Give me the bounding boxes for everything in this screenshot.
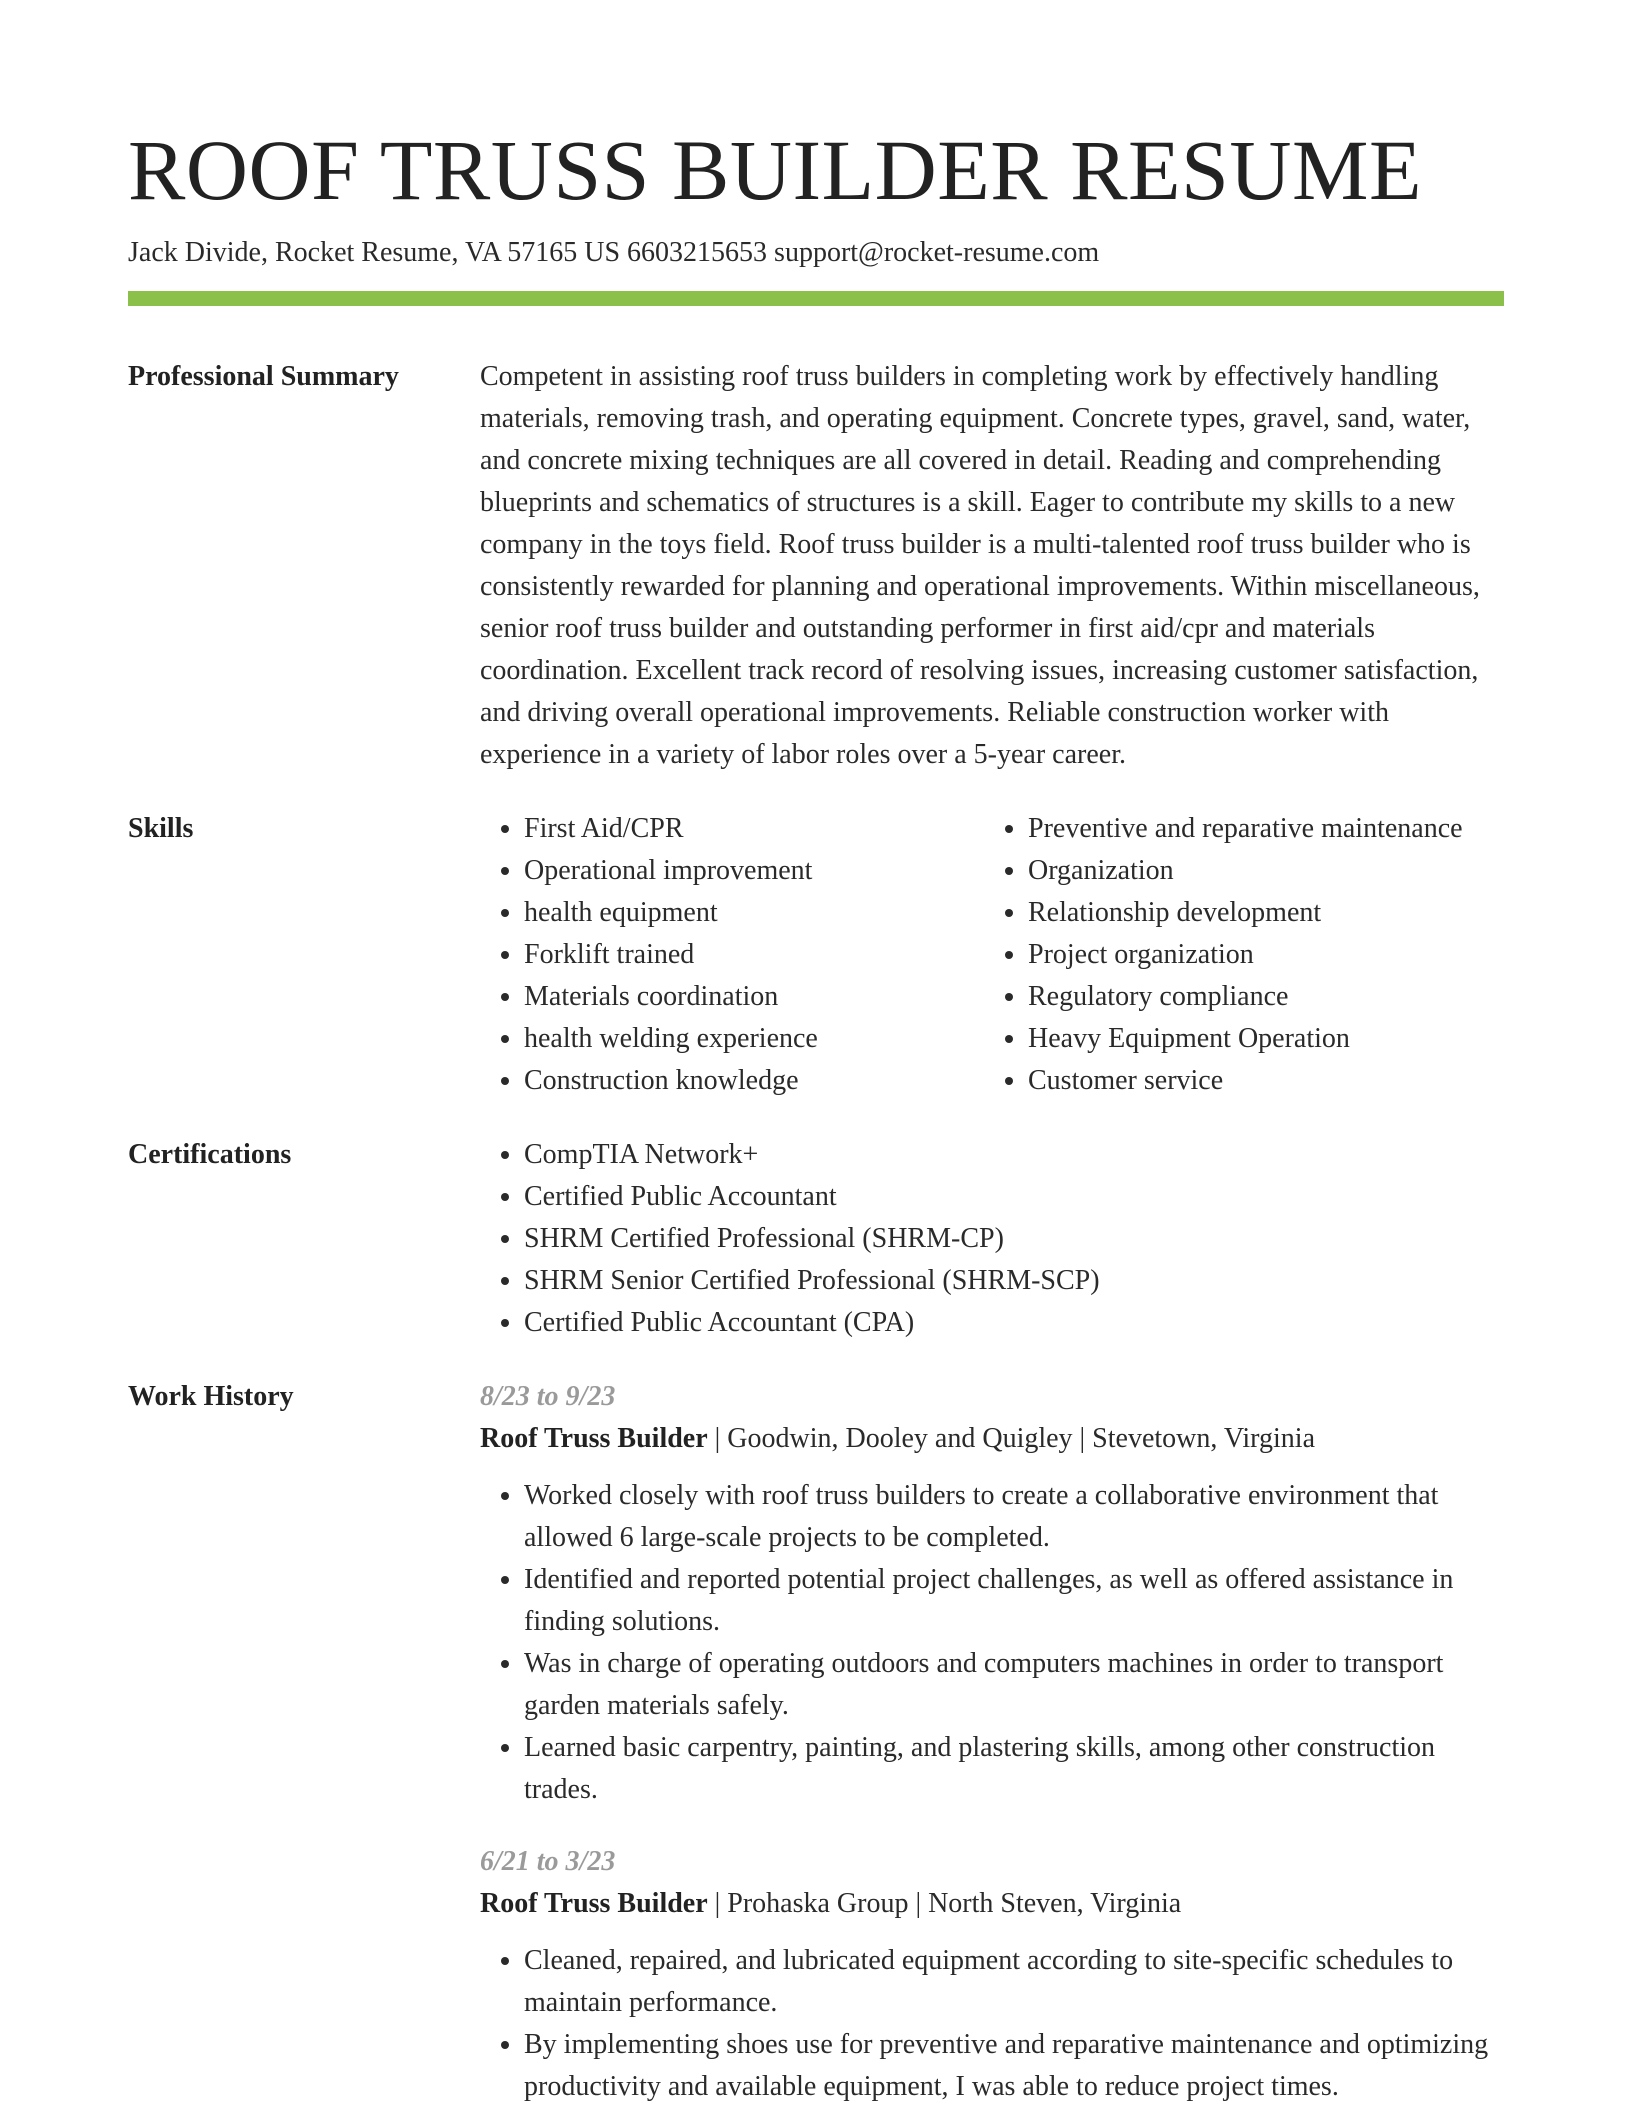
summary-body [480,356,1504,776]
job-employer-location: | Goodwin, Dooley and Quigley | Stevetown, Virginia [707,1423,1315,1454]
certifications-list [480,1134,1504,1344]
job-header [480,1418,1504,1460]
resume-title: ROOF TRUSS BUILDER RESUME [128,122,1422,218]
certification-item: • Certified Public Accountant [524,1176,1504,1218]
work-history-label: Work History [128,1381,294,1412]
summary-text: Competent in assisting roof truss builders in completing work by effectively handling materials, removing trash, and operating equipment. Concrete types, gravel, sand, water, and concrete mixing techniques are all covered in detail. Reading and comprehending blueprints and schematics of structures is a skill. Eager to contribute my skills to a new company in the toys field. Roof truss builder is a multi-talented roof truss builder who is consistently rewarded for planning and operational improvements. Within miscellaneous, senior roof truss builder and outstanding performer in first aid/cpr and materials coordination. Excellent track record of resolving issues, increasing customer satisfaction, and driving overall operational improvements. Reliable construction worker with experience in a variety of labor roles over a 5-year career. [480,361,1480,770]
skill-item: • Customer service [1028,1060,1528,1102]
skills-list-left [480,808,984,1102]
certification-item: • Certified Public Accountant (CPA) [524,1302,1504,1344]
skill-item: • Operational improvement [524,850,984,892]
skills-label: Skills [128,813,194,844]
work-history-section [128,1376,1504,2108]
accent-divider [128,291,1504,306]
skill-item: • Heavy Equipment Operation [1028,1018,1528,1060]
contact-line: Jack Divide, Rocket Resume, VA 57165 US 6603215653 support@rocket-resume.com [128,237,1100,268]
job-employer-location: | Prohaska Group | North Steven, Virginia [707,1888,1182,1919]
skill-item: • health welding experience [524,1018,984,1060]
skill-item: • Construction knowledge [524,1060,984,1102]
certification-item: • SHRM Certified Professional (SHRM-CP) [524,1218,1504,1260]
job-dates: 8/23 to 9/23 [480,1381,616,1412]
job-bullet: • By implementing shoes use for preventive and reparative maintenance and optimizing productivity and available equipment, I was able to reduce project times. [524,2024,1504,2108]
job-dates: 6/21 to 3/23 [480,1846,616,1877]
certifications-body [480,1134,1504,1344]
job-bullets [480,1475,1504,1811]
job-header [480,1883,1504,1925]
skill-item: • Organization [1028,850,1528,892]
skill-item: • Project organization [1028,934,1528,976]
skill-item: • Relationship development [1028,892,1528,934]
skill-item: • health equipment [524,892,984,934]
skill-item: • Regulatory compliance [1028,976,1528,1018]
job-bullet: • Cleaned, repaired, and lubricated equipment according to site-specific schedules to maintain performance. [524,1940,1504,2024]
certifications-label: Certifications [128,1139,292,1170]
summary-label: Professional Summary [128,361,399,392]
certification-item: • SHRM Senior Certified Professional (SHRM-SCP) [524,1260,1504,1302]
job-bullet: • Worked closely with roof truss builders to create a collaborative environment that allowed 6 large-scale projects to be completed. [524,1475,1504,1559]
skill-item: • Preventive and reparative maintenance [1028,808,1528,850]
skills-list-right [984,808,1528,1102]
job-bullet: • Learned basic carpentry, painting, and plastering skills, among other construction trades. [524,1727,1504,1811]
job-bullets [480,1940,1504,2108]
certification-item: • CompTIA Network+ [524,1134,1504,1176]
skill-item: • First Aid/CPR [524,808,984,850]
job-title: Roof Truss Builder [480,1423,708,1454]
skills-body [480,808,1528,1102]
resume-page [128,118,1504,2108]
skill-item: • Materials coordination [524,976,984,1018]
summary-section [128,356,1504,776]
job-entry [480,1841,1504,2108]
skills-section [128,808,1504,1102]
work-history-body [480,1376,1504,2108]
job-bullet: • Was in charge of operating outdoors and computers machines in order to transport garden materials safely. [524,1643,1504,1727]
skill-item: • Forklift trained [524,934,984,976]
certifications-section [128,1134,1504,1344]
skills-columns [480,808,1528,1102]
job-bullet: • Identified and reported potential project challenges, as well as offered assistance in finding solutions. [524,1559,1504,1643]
job-entry [480,1376,1504,1811]
job-title: Roof Truss Builder [480,1888,708,1919]
